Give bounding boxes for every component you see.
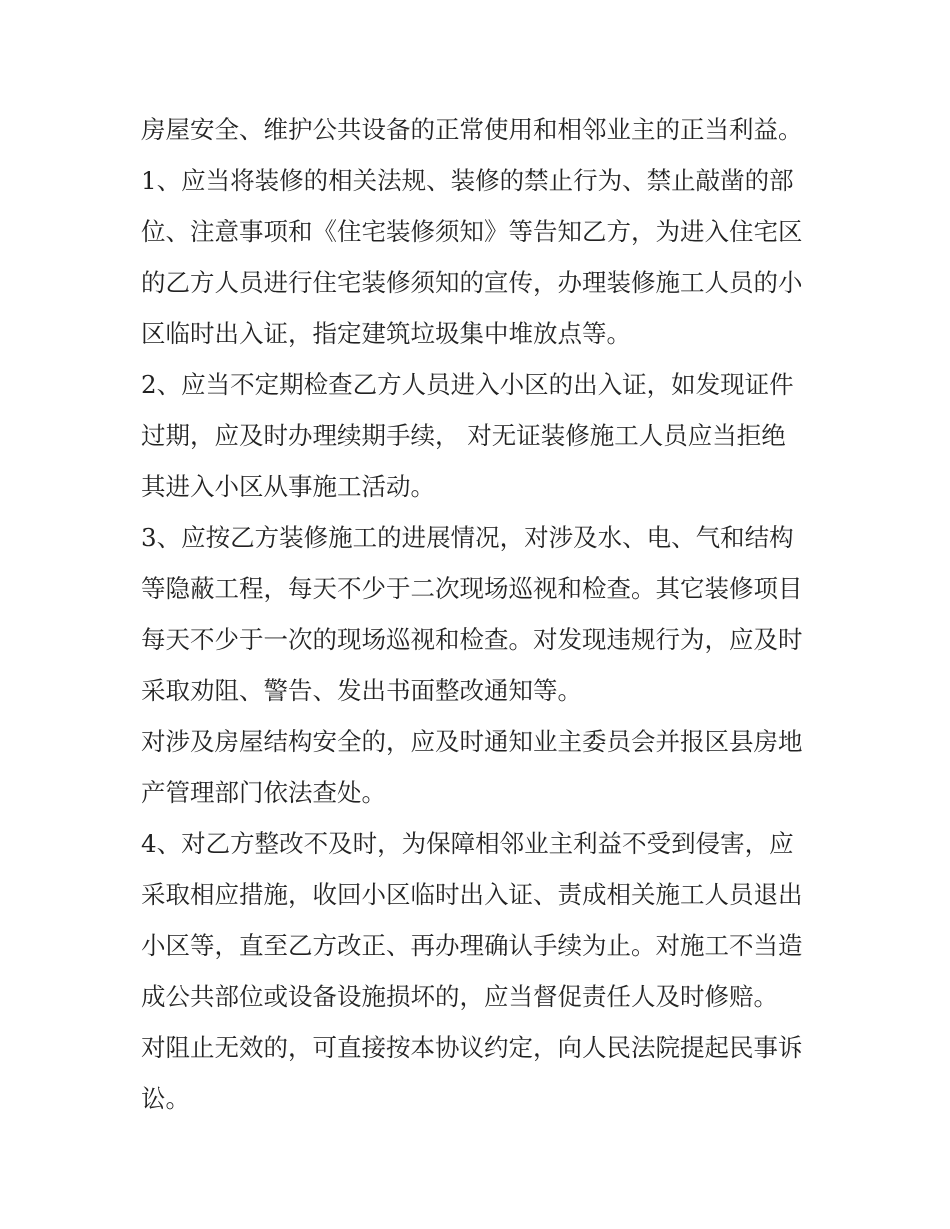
text-line-13: 对涉及房屋结构安全的，应及时通知业主委员会并报区县房地	[141, 727, 803, 756]
text-line-17: 小区等，直至乙方改正、再办理确认手续为止。对施工不当造	[141, 931, 803, 960]
text-line-9: 3、应按乙方装修施工的进展情况，对涉及水、电、气和结构	[141, 523, 794, 552]
text-line-10: 等隐蔽工程，每天不少于二次现场巡视和检查。其它装修项目	[141, 574, 803, 603]
text-line-4: 的乙方人员进行住宅装修须知的宣传，办理装修施工人员的小	[141, 268, 803, 297]
text-line-18: 成公共部位或设备设施损坏的，应当督促责任人及时修赔。	[141, 982, 778, 1011]
text-line-16: 采取相应措施，收回小区临时出入证、责成相关施工人员退出	[141, 880, 803, 909]
document-body	[141, 104, 821, 1124]
text-line-20: 讼。	[141, 1084, 190, 1113]
text-line-14: 产管理部门依法查处。	[141, 778, 386, 807]
text-line-2: 1、应当将装修的相关法规、装修的禁止行为、禁止敲凿的部	[141, 166, 794, 195]
text-line-15: 4、对乙方整改不及时，为保障相邻业主利益不受到侵害，应	[141, 829, 794, 858]
text-line-11: 每天不少于一次的现场巡视和检查。对发现违规行为，应及时	[141, 625, 803, 654]
text-line-12: 采取劝阻、警告、发出书面整改通知等。	[141, 676, 582, 705]
text-line-7: 过期，应及时办理续期手续， 对无证装修施工人员应当拒绝	[141, 421, 786, 450]
text-line-19: 对阻止无效的，可直接按本协议约定，向人民法院提起民事诉	[141, 1033, 803, 1062]
text-line-8: 其进入小区从事施工活动。	[141, 472, 435, 501]
text-line-6: 2、应当不定期检查乙方人员进入小区的出入证，如发现证件	[141, 370, 794, 399]
text-line-3: 位、注意事项和《住宅装修须知》等告知乙方，为进入住宅区	[141, 217, 803, 246]
text-line-5: 区临时出入证，指定建筑垃圾集中堆放点等。	[141, 319, 631, 348]
text-line-1: 房屋安全、维护公共设备的正常使用和相邻业主的正当利益。	[141, 115, 803, 144]
